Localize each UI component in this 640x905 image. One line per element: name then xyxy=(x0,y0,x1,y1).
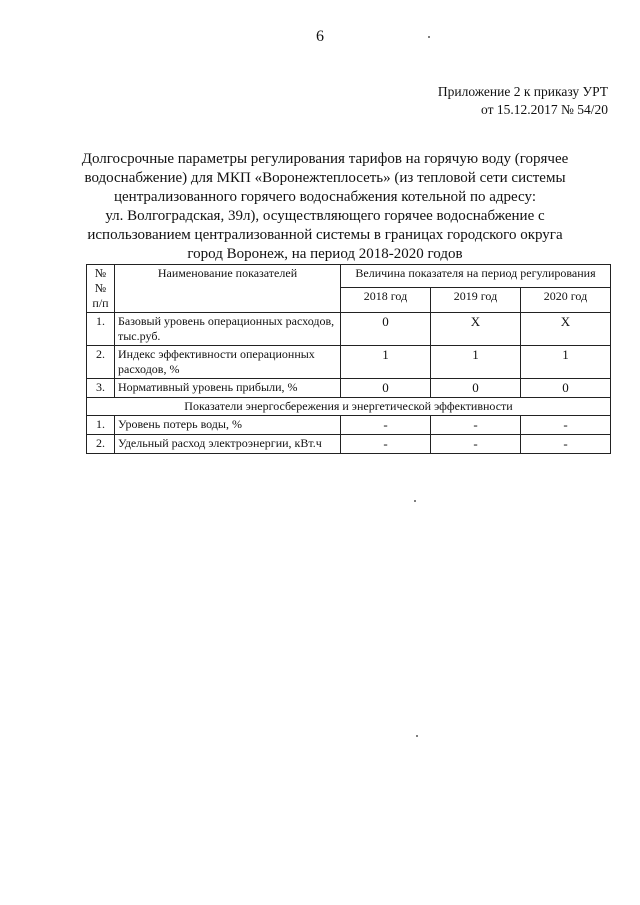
row-name: Индекс эффективности операционных расходов, % xyxy=(115,346,341,379)
row-name: Нормативный уровень прибыли, % xyxy=(115,379,341,398)
row-value: - xyxy=(341,435,431,454)
section-title: Показатели энергосбережения и энергетической эффективности xyxy=(87,398,611,416)
row-value: 0 xyxy=(521,379,611,398)
row-value: 0 xyxy=(341,379,431,398)
table-row xyxy=(87,313,611,346)
row-value: 1 xyxy=(431,346,521,379)
row-value: 0 xyxy=(431,379,521,398)
header-year: 2020 год xyxy=(521,288,611,313)
row-value: 0 xyxy=(341,313,431,346)
row-value: X xyxy=(431,313,521,346)
row-num: 2. xyxy=(87,346,115,379)
title-line: централизованного горячего водоснабжения котельной по адресу: xyxy=(113,189,536,205)
title-line: водоснабжение) для МКП «Воронежтеплосеть» (из тепловой сети системы xyxy=(84,170,566,186)
parameters-table xyxy=(86,264,611,454)
scan-speck xyxy=(414,500,416,502)
title-line: ул. Волгоградская, 39л), осуществляющего горячее водоснабжение с xyxy=(105,208,545,224)
row-name: Уровень потерь воды, % xyxy=(115,416,341,435)
title-line: использованием централизованной системы в границах городского округа xyxy=(87,227,563,243)
table-row xyxy=(87,435,611,454)
table-row xyxy=(87,416,611,435)
title-line: Долгосрочные параметры регулирования тарифов на горячую воду (горячее xyxy=(81,151,569,167)
row-name: Базовый уровень операционных расходов, тыс.руб. xyxy=(115,313,341,346)
scan-speck xyxy=(428,36,430,38)
header-num: №№ п/п xyxy=(87,265,115,313)
row-value: - xyxy=(431,416,521,435)
row-name: Удельный расход электроэнергии, кВт.ч xyxy=(115,435,341,454)
appendix-line-1: Приложение 2 к приказу УРТ xyxy=(437,84,608,99)
header-year: 2018 год xyxy=(341,288,431,313)
row-num: 1. xyxy=(87,416,115,435)
row-num: 1. xyxy=(87,313,115,346)
table-row xyxy=(87,379,611,398)
header-value: Величина показателя на период регулирования xyxy=(341,265,611,288)
row-value: 1 xyxy=(521,346,611,379)
row-value: - xyxy=(431,435,521,454)
header-year: 2019 год xyxy=(431,288,521,313)
row-num: 2. xyxy=(87,435,115,454)
scan-speck xyxy=(416,735,418,737)
row-value: - xyxy=(521,435,611,454)
row-value: X xyxy=(521,313,611,346)
table-header-row xyxy=(87,265,611,288)
document-title xyxy=(70,150,580,264)
table-section-row xyxy=(87,398,611,416)
row-value: - xyxy=(341,416,431,435)
row-num: 3. xyxy=(87,379,115,398)
page-number: 6 xyxy=(316,28,324,45)
table-row xyxy=(87,346,611,379)
title-line: город Воронеж, на период 2018-2020 годов xyxy=(187,246,463,262)
header-name: Наименование показателей xyxy=(115,265,341,313)
appendix-line-2: от 15.12.2017 № 54/20 xyxy=(481,102,608,117)
row-value: 1 xyxy=(341,346,431,379)
appendix-reference xyxy=(438,83,608,119)
row-value: - xyxy=(521,416,611,435)
